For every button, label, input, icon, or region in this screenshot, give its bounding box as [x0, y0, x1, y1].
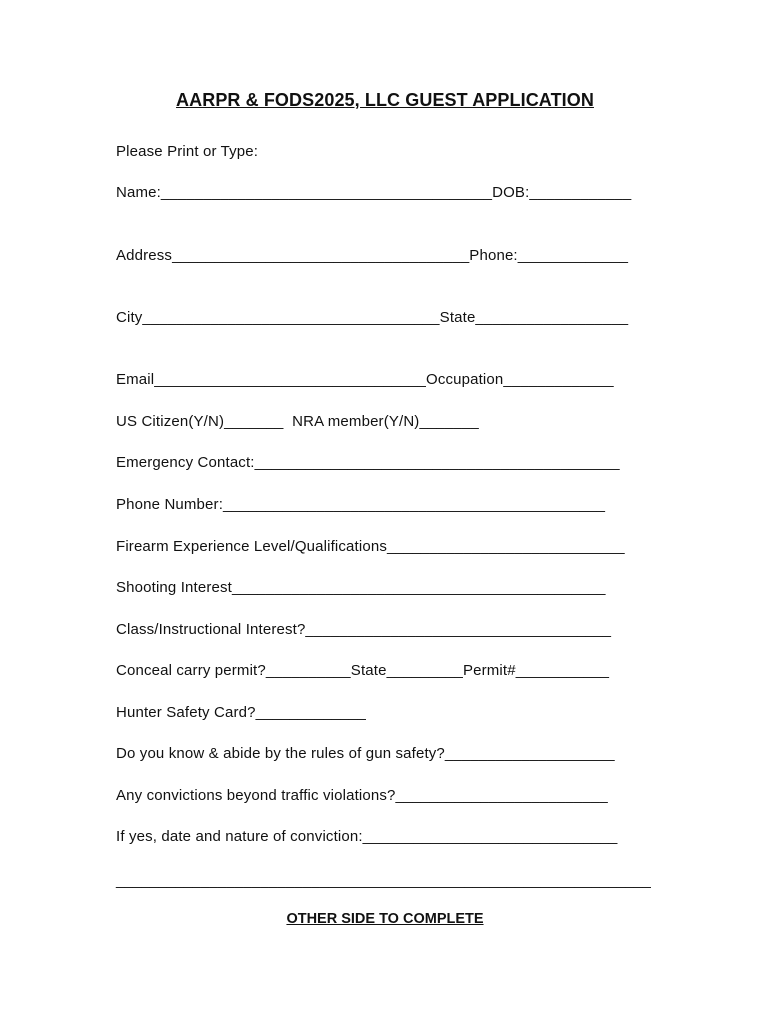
phone-number-field[interactable]: Phone Number:_____________________________________________ — [116, 496, 606, 513]
citizen-nra-field[interactable]: US Citizen(Y/N)_______ NRA member(Y/N)_______ — [116, 413, 479, 430]
convictions-field[interactable]: Any convictions beyond traffic violations?_________________________ — [116, 787, 608, 804]
name-dob-field[interactable]: Name:_______________________________________DOB:____________ — [116, 184, 632, 201]
conviction-details-field[interactable]: If yes, date and nature of conviction:______________________________ — [116, 828, 618, 845]
shooting-interest-field[interactable]: Shooting Interest____________________________________________ — [116, 579, 606, 596]
hunter-safety-field[interactable]: Hunter Safety Card?_____________ — [116, 704, 366, 721]
class-interest-field[interactable]: Class/Instructional Interest?____________________________________ — [116, 621, 612, 638]
address-phone-field[interactable]: Address___________________________________Phone:_____________ — [116, 247, 629, 264]
form-title: AARPR & FODS2025, LLC GUEST APPLICATION — [176, 90, 594, 110]
other-side-notice: OTHER SIDE TO COMPLETE — [286, 911, 484, 927]
email-occupation-field[interactable]: Email________________________________Occupation_____________ — [116, 371, 614, 388]
firearm-experience-field[interactable]: Firearm Experience Level/Qualifications____________________________ — [116, 538, 625, 555]
blank-answer-line[interactable]: _______________________________________________________________ — [116, 872, 652, 889]
gun-safety-field[interactable]: Do you know & abide by the rules of gun safety?____________________ — [116, 745, 615, 762]
city-state-field[interactable]: City___________________________________State__________________ — [116, 309, 629, 326]
emergency-contact-field[interactable]: Emergency Contact:___________________________________________ — [116, 454, 620, 471]
print-instruction: Please Print or Type: — [116, 143, 259, 160]
conceal-carry-field[interactable]: Conceal carry permit?__________State_________Permit#___________ — [116, 662, 610, 679]
